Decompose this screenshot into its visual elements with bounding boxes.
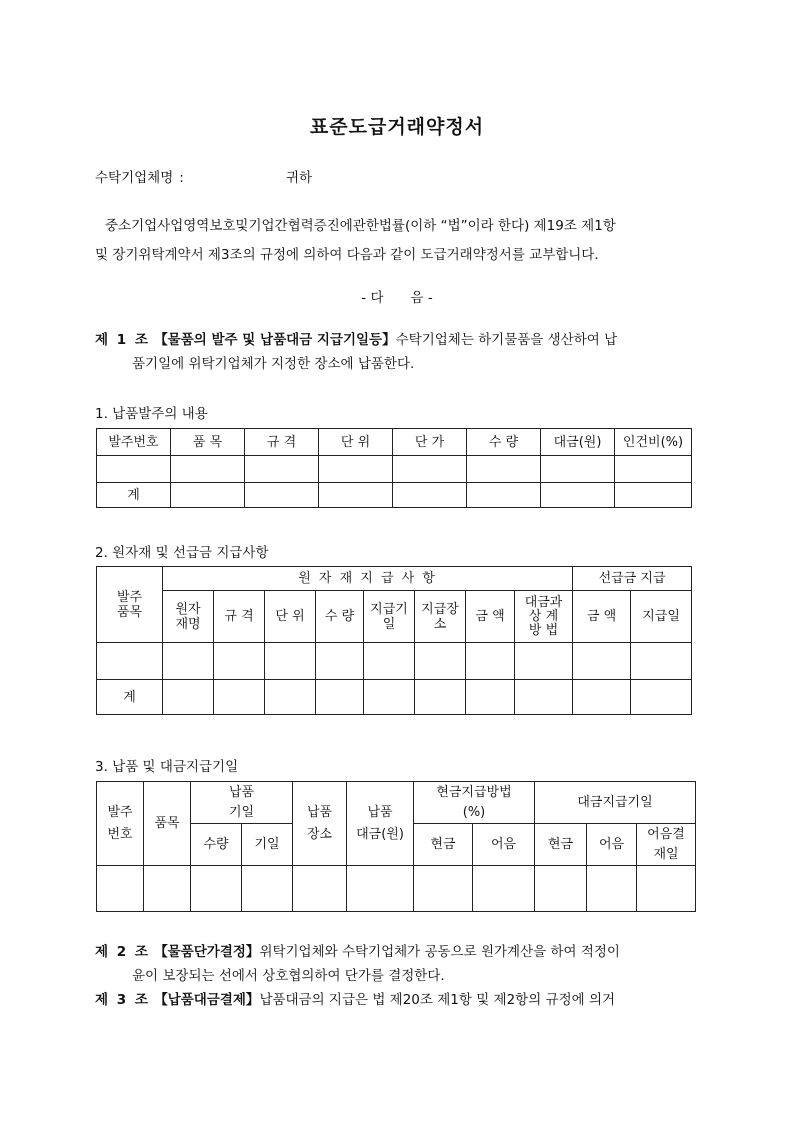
table-cell (364, 680, 415, 715)
table-cell (615, 483, 692, 508)
item-header: 품목 (144, 782, 191, 866)
header-cell: 원자 재명 (163, 591, 214, 643)
table-cell (171, 456, 245, 483)
recipient-line (95, 166, 313, 186)
table-cell (245, 483, 319, 508)
table-cell (466, 643, 515, 680)
item-header: 발주 품목 (97, 567, 163, 643)
table-row (97, 643, 692, 680)
header-cell: 어음 (473, 824, 535, 866)
section-3-title: 3. 납품 및 대금지급기일 (95, 759, 239, 775)
intro-line-1: 중소기업사업영역보호및기업간협력증진에관한법률(이하 “법”이라 한다) 제19조 제1항 (105, 218, 616, 234)
table-cell (265, 643, 316, 680)
table-cell (414, 866, 473, 912)
header-cell: 수 량 (316, 591, 364, 643)
table-cell (163, 643, 214, 680)
article-1-number: 제 1 조 (95, 332, 150, 348)
header-cell: 지급기 일 (364, 591, 415, 643)
header-cell: 수 량 (467, 429, 541, 456)
table-cell (467, 483, 541, 508)
intro-paragraph (95, 212, 700, 270)
delivery-table (96, 781, 696, 912)
header-cell: 단 위 (265, 591, 316, 643)
center-heading: - 다 음 - (361, 290, 433, 306)
recipient-label: 수탁기업체명 (95, 170, 174, 186)
table-cell (637, 866, 696, 912)
table-cell (364, 643, 415, 680)
table-cell (144, 866, 191, 912)
article-1 (95, 328, 700, 376)
article-2 (95, 940, 700, 988)
table-cell (191, 866, 242, 912)
recipient-separator: : (179, 170, 184, 186)
table-cell (587, 866, 637, 912)
table-cell (631, 680, 692, 715)
table-cell (467, 456, 541, 483)
recipient-honorific: 귀하 (286, 170, 313, 186)
order-table (96, 428, 692, 508)
material-group-header: 원 자 재 지 급 사 항 (163, 567, 573, 591)
table-cell (245, 456, 319, 483)
table-cell (242, 866, 293, 912)
article-3 (95, 988, 700, 1012)
article-1-heading: 【물품의 발주 및 납품대금 지급기일등】 (154, 332, 396, 348)
table-cell (615, 456, 692, 483)
header-cell: 수량 (191, 824, 242, 866)
table-cell (515, 680, 573, 715)
order-table-header (97, 429, 692, 456)
material-table-sub-header (97, 591, 692, 643)
table-cell (515, 643, 573, 680)
table-cell (97, 643, 163, 680)
table-cell (573, 680, 631, 715)
table-cell (293, 866, 347, 912)
article-2-text-line2: 윤이 보장되는 선에서 상호협의하여 단가를 결정한다. (132, 968, 445, 984)
article-2-number: 제 2 조 (95, 944, 150, 960)
header-cell: 단 가 (393, 429, 467, 456)
article-2-heading: 【물품단가결정】 (154, 944, 260, 960)
header-cell: 규 격 (245, 429, 319, 456)
total-label: 계 (97, 483, 171, 508)
article-1-text-line1: 수탁기업체는 하기물품을 생산하여 납 (395, 332, 618, 348)
material-table (96, 566, 692, 715)
header-cell: 지급일 (631, 591, 692, 643)
table-cell (163, 680, 214, 715)
table-total-row (97, 680, 692, 715)
table-cell (97, 456, 171, 483)
material-table-group-header (97, 567, 692, 591)
header-cell: 금 액 (573, 591, 631, 643)
intro-line-2: 및 장기위탁계약서 제3조의 규정에 의하여 다음과 같이 도급거래약정서를 교부합니다. (95, 247, 599, 263)
article-3-heading: 【납품대금결제】 (154, 992, 260, 1008)
table-cell (214, 680, 265, 715)
order-no-header: 발주 번호 (97, 782, 144, 866)
table-cell (316, 643, 364, 680)
table-cell (415, 643, 466, 680)
delivery-date-header: 납품 기일 (191, 782, 293, 824)
table-cell (393, 456, 467, 483)
article-2-text-line1: 위탁기업체와 수탁기업체가 공동으로 원가계산을 하여 적정이 (259, 944, 620, 960)
table-cell (265, 680, 316, 715)
total-label: 계 (97, 680, 163, 715)
table-cell (393, 483, 467, 508)
table-cell (573, 643, 631, 680)
cash-method-header: 현금지급방법 (%) (414, 782, 535, 824)
table-cell (347, 866, 414, 912)
table-cell (316, 680, 364, 715)
header-cell: 인건비(%) (615, 429, 692, 456)
header-cell: 현금 (414, 824, 473, 866)
table-cell (541, 456, 615, 483)
table-row (97, 456, 692, 483)
table-cell (631, 643, 692, 680)
table-cell (541, 483, 615, 508)
header-cell: 어음 (587, 824, 637, 866)
table-row (97, 866, 696, 912)
header-cell: 금 액 (466, 591, 515, 643)
table-cell (535, 866, 587, 912)
header-cell: 기일 (242, 824, 293, 866)
table-cell (319, 483, 393, 508)
article-3-text-line1: 납품대금의 지급은 법 제20조 제1항 및 제2항의 규정에 의거 (259, 992, 616, 1008)
delivery-amount-header: 납품 대금(원) (347, 782, 414, 866)
table-cell (319, 456, 393, 483)
table-cell (171, 483, 245, 508)
header-cell: 대금과 상 계 방 법 (515, 591, 573, 643)
document-title: 표준도급거래약정서 (309, 116, 485, 138)
header-cell: 품 목 (171, 429, 245, 456)
delivery-place-header: 납품 장소 (293, 782, 347, 866)
table-cell (97, 866, 144, 912)
advance-group-header: 선급금 지급 (573, 567, 692, 591)
header-cell: 지급장 소 (415, 591, 466, 643)
table-cell (473, 866, 535, 912)
header-cell: 발주번호 (97, 429, 171, 456)
section-1-title: 1. 납품발주의 내용 (95, 406, 208, 422)
article-1-text-line2: 품기일에 위탁기업체가 지정한 장소에 납품한다. (132, 356, 415, 372)
header-cell: 규 격 (214, 591, 265, 643)
table-cell (466, 680, 515, 715)
table-cell (214, 643, 265, 680)
section-2-title: 2. 원자재 및 선급금 지급사항 (95, 545, 269, 561)
table-total-row (97, 483, 692, 508)
header-cell: 현금 (535, 824, 587, 866)
header-cell: 어음결 재일 (637, 824, 696, 866)
payment-date-header: 대금지급기일 (535, 782, 696, 824)
article-3-number: 제 3 조 (95, 992, 150, 1008)
header-cell: 단 위 (319, 429, 393, 456)
header-cell: 대금(원) (541, 429, 615, 456)
table-cell (415, 680, 466, 715)
delivery-table-header-top (97, 782, 696, 824)
